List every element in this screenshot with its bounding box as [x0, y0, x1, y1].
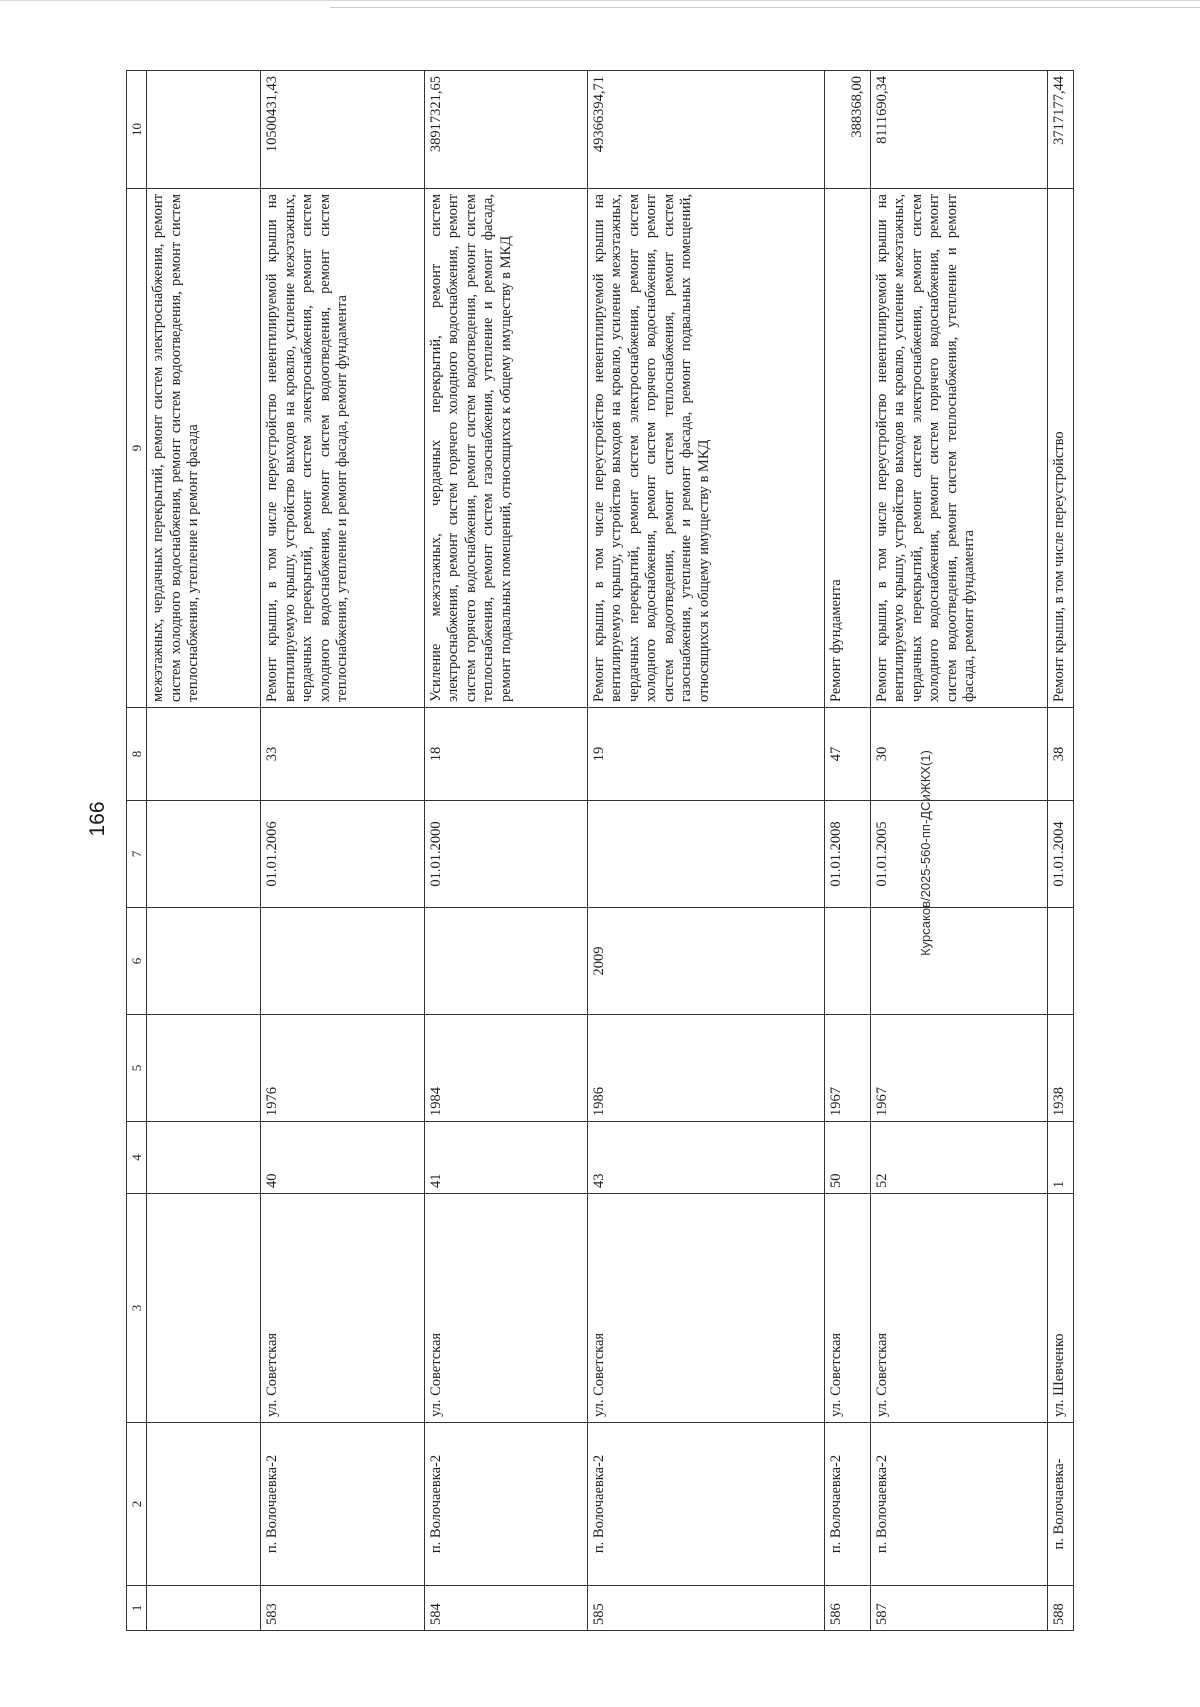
document-footer-code: Курсаков/2025-560-пп-ДСиЖКХ(1)	[918, 750, 933, 956]
privatization-year-cell	[261, 908, 424, 1015]
header-cell: 9	[127, 189, 147, 708]
header-cell: 2	[127, 1423, 147, 1586]
settlement-cell: п. Волочаевка-	[1047, 1423, 1073, 1586]
privatization-year-cell	[870, 908, 1047, 1015]
cost-cell: 10500431,43	[261, 71, 424, 189]
header-row	[127, 71, 147, 1631]
street-cell: ул. Советская	[587, 1194, 824, 1423]
inspection-date-cell: 01.01.2008	[825, 801, 871, 908]
inspection-date-cell: 01.01.2006	[261, 801, 424, 908]
built-year-cell	[147, 1015, 261, 1122]
works-cell: Ремонт крыши, в том числе переустройство невентилируемой крыши на вентилируемую крышу, устройство выходов на кровлю, усиление межэтажных, чердачных перекрытий, ремонт систем электроснабжения, ремонт систем холодного водоснабжения, ремонт систем горячего водоснабжения, ремонт систем водоотведения, ремонт систем теплоснабжения, утепление и ремонт фасада, ремонт фундамента	[870, 189, 1047, 708]
built-year-cell: 1967	[825, 1015, 871, 1122]
inspection-date-cell	[147, 801, 261, 908]
settlement-cell	[147, 1423, 261, 1586]
header-cell: 8	[127, 708, 147, 801]
row-number-cell: 584	[424, 1586, 587, 1631]
street-cell: ул. Советская	[825, 1194, 871, 1423]
cost-cell	[147, 71, 261, 189]
table-row	[424, 71, 587, 1631]
wear-percent-cell: 47	[825, 708, 871, 801]
row-number-cell: 587	[870, 1586, 1047, 1631]
privatization-year-cell: 2009	[587, 908, 824, 1015]
inspection-date-cell: 01.01.2005	[870, 801, 1047, 908]
house-number-cell: 41	[424, 1122, 587, 1194]
settlement-cell: п. Волочаевка-2	[870, 1423, 1047, 1586]
works-cell: Ремонт крыши, в том числе переустройство	[1047, 189, 1073, 708]
privatization-year-cell	[424, 908, 587, 1015]
table-row	[870, 71, 1047, 1631]
table-row	[825, 71, 871, 1631]
built-year-cell: 1984	[424, 1015, 587, 1122]
built-year-cell: 1986	[587, 1015, 824, 1122]
settlement-cell: п. Волочаевка-2	[261, 1423, 424, 1586]
row-number-cell: 583	[261, 1586, 424, 1631]
table-row	[261, 71, 424, 1631]
cost-cell: 388368,00	[825, 71, 871, 189]
works-cell: Ремонт крыши, в том числе переустройство невентилируемой крыши на вентилируемую крышу, устройство выходов на кровлю, усиление межэтажных, чердачных перекрытий, ремонт систем электроснабжения, ремонт систем холодного водоснабжения, ремонт систем водоотведения, ремонт систем теплоснабжения, утепление и ремонт фасада, ремонт фундамента	[261, 189, 424, 708]
header-cell: 10	[127, 71, 147, 189]
settlement-cell: п. Волочаевка-2	[587, 1423, 824, 1586]
row-number-cell: 585	[587, 1586, 824, 1631]
wear-percent-cell: 38	[1047, 708, 1073, 801]
table-row	[587, 71, 824, 1631]
row-number-cell	[147, 1586, 261, 1631]
wear-percent-cell: 18	[424, 708, 587, 801]
inspection-date-cell	[587, 801, 824, 908]
header-cell: 1	[127, 1586, 147, 1631]
header-cell: 4	[127, 1122, 147, 1194]
cost-cell: 8111690,34	[870, 71, 1047, 189]
house-number-cell: 50	[825, 1122, 871, 1194]
scan-edge	[0, 0, 1200, 11]
wear-percent-cell: 30	[870, 708, 1047, 801]
page-number: 166	[86, 801, 109, 837]
works-cell: Ремонт фундамента	[825, 189, 871, 708]
street-cell	[147, 1194, 261, 1423]
works-cell: Усиление межэтажных, чердачных перекрытий, ремонт систем электроснабжения, ремонт систем горячего холодного водоснабжения, ремонт систем горячего водоснабжения, ремонт систем водоотведения, ремонт систем теплоснабжения, ремонт систем газоснабжения, утепление и ремонт фасада, ремонт подвальных помещений, относящихся к общему имуществу в МКД	[424, 189, 587, 708]
street-cell: ул. Советская	[261, 1194, 424, 1423]
house-number-cell: 52	[870, 1122, 1047, 1194]
house-number-cell	[147, 1122, 261, 1194]
built-year-cell: 1967	[870, 1015, 1047, 1122]
header-cell: 6	[127, 908, 147, 1015]
table-row	[147, 71, 261, 1631]
wear-percent-cell	[147, 708, 261, 801]
cost-cell: 49366394,71	[587, 71, 824, 189]
header-cell: 5	[127, 1015, 147, 1122]
settlement-cell: п. Волочаевка-2	[424, 1423, 587, 1586]
built-year-cell: 1976	[261, 1015, 424, 1122]
cost-cell: 3717177,44	[1047, 71, 1073, 189]
wear-percent-cell: 33	[261, 708, 424, 801]
privatization-year-cell	[147, 908, 261, 1015]
house-number-cell: 40	[261, 1122, 424, 1194]
street-cell: ул. Советская	[870, 1194, 1047, 1423]
wear-percent-cell: 19	[587, 708, 824, 801]
built-year-cell: 1938	[1047, 1015, 1073, 1122]
settlement-cell: п. Волочаевка-2	[825, 1423, 871, 1586]
house-number-cell: 43	[587, 1122, 824, 1194]
privatization-year-cell	[1047, 908, 1073, 1015]
inspection-date-cell: 01.01.2004	[1047, 801, 1073, 908]
works-cell: межэтажных, чердачных перекрытий, ремонт систем электроснабжения, ремонт систем холодного водоснабжения, ремонт систем водоотведения, ремонт систем теплоснабжения, утепление и ремонт фасада	[147, 189, 261, 708]
header-cell: 3	[127, 1194, 147, 1423]
house-number-cell: 1	[1047, 1122, 1073, 1194]
works-cell: Ремонт крыши, в том числе переустройство невентилируемой крыши на вентилируемую крышу, устройство выходов на кровлю, усиление межэтажных, чердачных перекрытий, ремонт систем электроснабжения, ремонт систем холодного водоснабжения, ремонт систем горячего водоснабжения, ремонт систем водоотведения, ремонт систем теплоснабжения, ремонт систем газоснабжения, утепление и ремонт фасада, ремонт подвальных помещений, относящихся к общему имуществу в МКД	[587, 189, 824, 708]
inspection-date-cell: 01.01.2000	[424, 801, 587, 908]
header-cell: 7	[127, 801, 147, 908]
table-row	[1047, 71, 1073, 1631]
street-cell: ул. Советская	[424, 1194, 587, 1423]
street-cell: ул. Шевченко	[1047, 1194, 1073, 1423]
row-number-cell: 586	[825, 1586, 871, 1631]
row-number-cell: 588	[1047, 1586, 1073, 1631]
cost-cell: 38917321,65	[424, 71, 587, 189]
privatization-year-cell	[825, 908, 871, 1015]
